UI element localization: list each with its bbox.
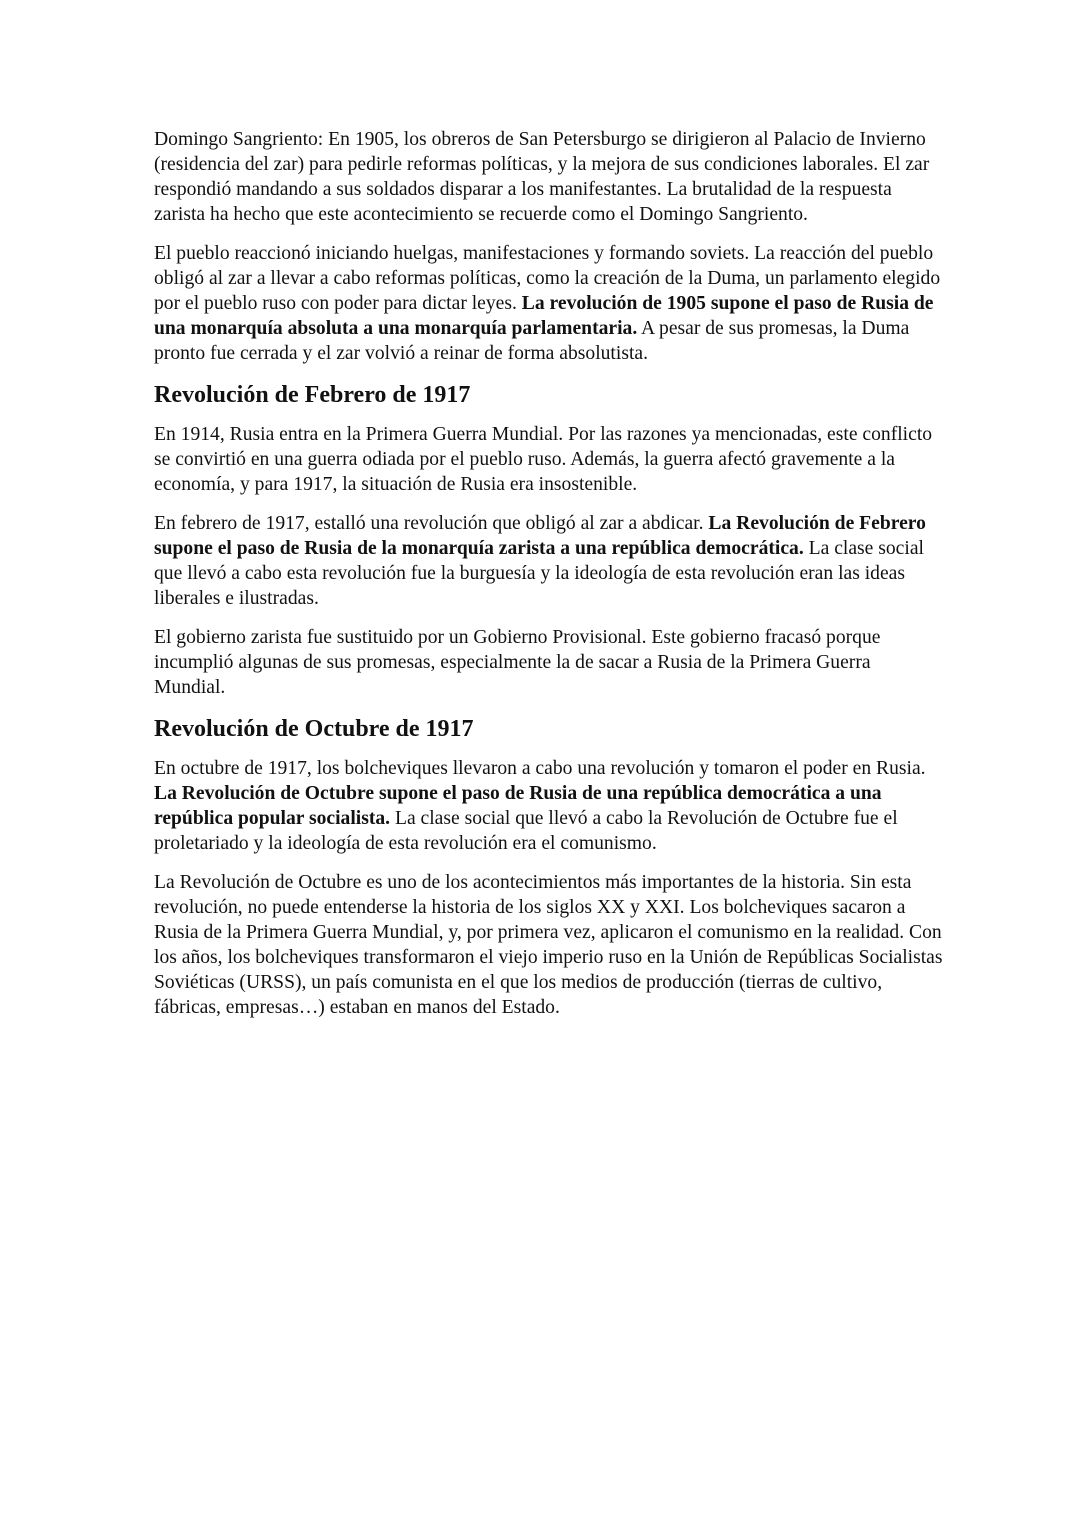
section-revolucion-1905: [154, 127, 944, 366]
paragraph-bold-text: La Revolución de Febrero supone el paso de Rusia de la monarquía zarista a una república democrática.: [154, 513, 926, 559]
paragraph-text: En octubre de 1917, los bolcheviques llevaron a cabo una revolución y tomaron el poder en Rusia.: [154, 758, 926, 779]
paragraph-abdicacion: [154, 511, 944, 611]
section-revolucion-octubre: [154, 714, 944, 1020]
paragraph-domingo-sangriento: [154, 127, 944, 227]
paragraph-text: El gobierno zarista fue sustituido por un Gobierno Provisional. Este gobierno fracasó porque incumplió algunas de sus promesas, especialmente la de sacar a Rusia de la Primera Guerra Mundial.: [154, 627, 881, 698]
section-revolucion-febrero: [154, 380, 944, 700]
paragraph-bold-text: La Revolución de Octubre supone el paso de Rusia de una república democrática a una república popular socialista.: [154, 783, 882, 829]
paragraph-text: La clase social que llevó a cabo esta revolución fue la burguesía y la ideología de esta revolución eran las ideas liberales e ilustradas.: [154, 538, 924, 609]
paragraph-text: A pesar de sus promesas, la Duma pronto fue cerrada y el zar volvió a reinar de forma absolutista.: [154, 318, 910, 364]
section-heading: Revolución de Febrero de 1917: [154, 382, 471, 408]
paragraph-bolcheviques: [154, 756, 944, 856]
paragraph-reaccion-pueblo: [154, 241, 944, 366]
paragraph-text: En 1914, Rusia entra en la Primera Guerra Mundial. Por las razones ya mencionadas, este conflicto se convirtió en una guerra odiada por el pueblo ruso. Además, la guerra afectó gravemente a la economía, y para 1917, la situación de Rusia era insostenible.: [154, 424, 933, 495]
paragraph-primera-guerra: [154, 422, 944, 497]
paragraph-text: La clase social que llevó a cabo la Revolución de Octubre fue el proletariado y la ideología de esta revolución era el comunismo.: [154, 808, 898, 854]
paragraph-text: Domingo Sangriento: En 1905, los obreros de San Petersburgo se dirigieron al Palacio de Invierno (residencia del zar) para pedirle reformas políticas, y la mejora de sus condiciones laborales. El zar respondió mandando a sus soldados disparar a los manifestantes. La brutalidad de la respuesta zarista ha hecho que este acontecimiento se recuerde como el Domingo Sangriento.: [154, 129, 930, 225]
paragraph-gobierno-provisional: [154, 625, 944, 700]
paragraph-text: La Revolución de Octubre es uno de los acontecimientos más importantes de la historia. Sin esta revolución, no puede entenderse la historia de los siglos XX y XXI. Los bolcheviques sacaron a Rusia de la Primera Guerra Mundial, y, por primera vez, aplicaron el comunismo en la realidad. Con los años, los bolcheviques transformaron el viejo imperio ruso en la Unión de Repúblicas Socialistas Soviéticas (URSS), un país comunista en el que los medios de producción (tierras de cultivo, fábricas, empresas…) estaban en manos del Estado.: [154, 872, 943, 1018]
paragraph-bold-text: La revolución de 1905 supone el paso de Rusia de una monarquía absoluta a una monarquía parlamentaria.: [154, 293, 934, 339]
paragraph-text: En febrero de 1917, estalló una revolución que obligó al zar a abdicar.: [154, 513, 709, 534]
section-heading: Revolución de Octubre de 1917: [154, 716, 474, 742]
paragraph-text: El pueblo reaccionó iniciando huelgas, manifestaciones y formando soviets. La reacción del pueblo obligó al zar a llevar a cabo reformas políticas, como la creación de la Duma, un parlamento elegido por el pueblo ruso con poder para dictar leyes.: [154, 243, 941, 314]
paragraph-importancia: [154, 870, 944, 1020]
document-page: [154, 127, 944, 1034]
